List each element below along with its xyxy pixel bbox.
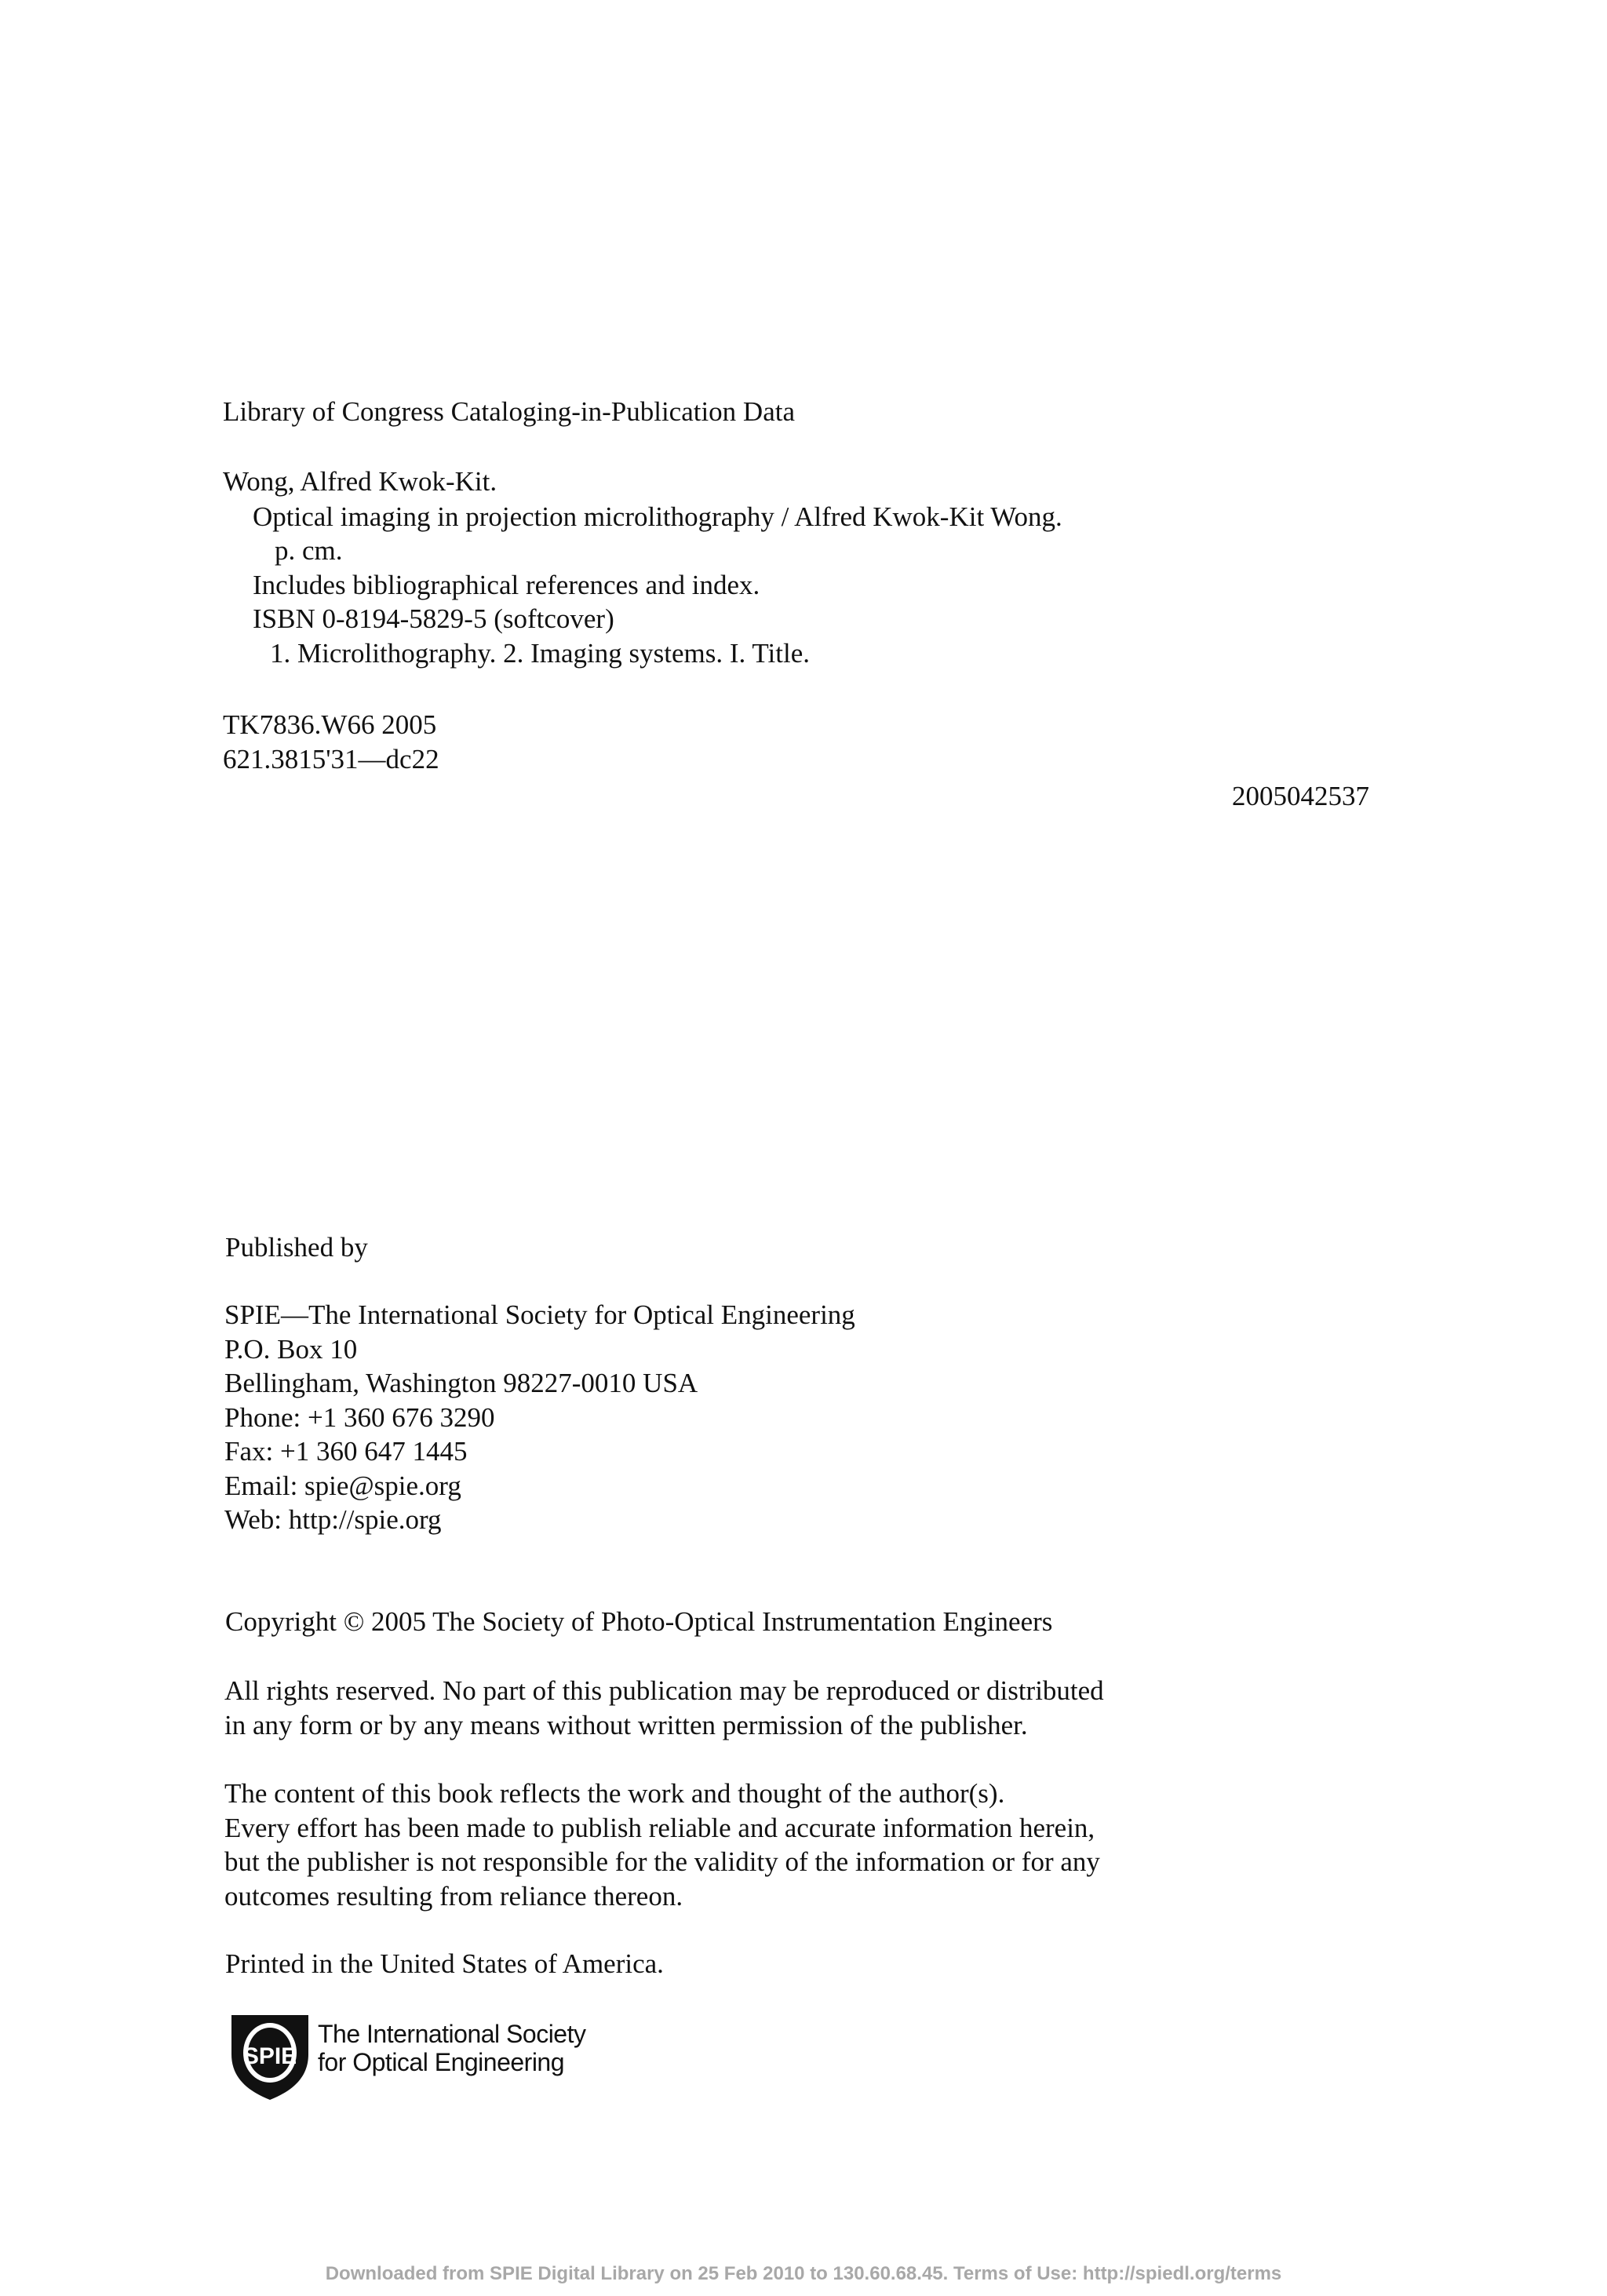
spie-logo bbox=[227, 2009, 588, 2103]
publisher-city: Bellingham, Washington 98227-0010 USA bbox=[224, 1368, 698, 1398]
spie-shield-icon bbox=[227, 2009, 313, 2103]
publisher-name: SPIE—The International Society for Optical Engineering bbox=[224, 1299, 855, 1330]
publisher-email: Email: spie@spie.org bbox=[224, 1470, 461, 1501]
cip-pages: p. cm. bbox=[275, 535, 343, 566]
disclaimer-line: Every effort has been made to publish reliable and accurate information herein, bbox=[224, 1812, 1095, 1843]
publisher-heading: Published by bbox=[225, 1232, 368, 1263]
logo-line-2: for Optical Engineering bbox=[318, 2048, 565, 2076]
cip-subjects: 1. Microlithography. 2. Imaging systems. I. Title. bbox=[270, 638, 810, 669]
publisher-phone: Phone: +1 360 676 3290 bbox=[224, 1401, 495, 1433]
rights-line: All rights reserved. No part of this publication may be reproduced or distributed bbox=[224, 1675, 1104, 1706]
disclaimer-block bbox=[224, 1777, 1100, 1913]
cip-includes: Includes bibliographical references and index. bbox=[253, 570, 760, 600]
publisher-block bbox=[224, 1298, 855, 1537]
logo-line-1: The International Society bbox=[318, 2020, 586, 2048]
download-footer: Downloaded from SPIE Digital Library on 25 Feb 2010 to 130.60.68.45. Terms of Use: http://spiedl.org/terms bbox=[325, 2263, 1282, 2284]
logo-emblem-text: SPIE bbox=[242, 2043, 297, 2069]
rights-line: in any form or by any means without written permission of the publisher. bbox=[224, 1709, 1028, 1740]
cip-lccn: 2005042537 bbox=[1232, 781, 1369, 811]
cip-dewey: 621.3815'31—dc22 bbox=[223, 744, 439, 774]
cip-lc-class: TK7836.W66 2005 bbox=[223, 709, 437, 740]
cip-isbn: ISBN 0-8194-5829-5 (softcover) bbox=[253, 603, 614, 634]
publisher-po-box: P.O. Box 10 bbox=[224, 1333, 358, 1365]
cip-title: Optical imaging in projection microlithography / Alfred Kwok-Kit Wong. bbox=[253, 501, 1062, 532]
rights-block bbox=[224, 1674, 1104, 1742]
copyright-line: Copyright © 2005 The Society of Photo-Optical Instrumentation Engineers bbox=[225, 1606, 1053, 1637]
cip-heading: Library of Congress Cataloging-in-Publication Data bbox=[223, 396, 796, 427]
disclaimer-line: but the publisher is not responsible for the validity of the information or for any bbox=[224, 1846, 1100, 1877]
disclaimer-line: outcomes resulting from reliance thereon. bbox=[224, 1880, 683, 1912]
publisher-web: Web: http://spie.org bbox=[224, 1504, 442, 1535]
cip-author: Wong, Alfred Kwok-Kit. bbox=[223, 466, 497, 497]
disclaimer-line: The content of this book reflects the work and thought of the author(s). bbox=[224, 1778, 1005, 1809]
publisher-fax: Fax: +1 360 647 1445 bbox=[224, 1436, 468, 1467]
printed-line: Printed in the United States of America. bbox=[225, 1948, 664, 1979]
